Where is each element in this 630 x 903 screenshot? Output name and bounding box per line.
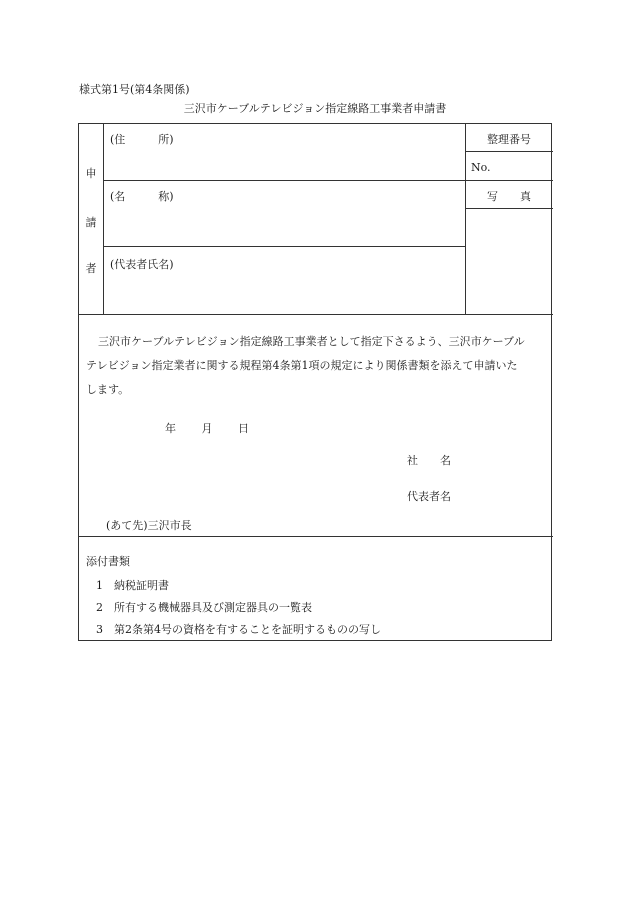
divider (103, 180, 553, 181)
attachments-title: 添付書類 (86, 555, 130, 568)
application-form (78, 123, 552, 641)
addressee: (あて先)三沢市長 (106, 519, 192, 532)
applicant-label-char: 者 (85, 262, 97, 275)
form-number: 様式第1号(第4条関係) (79, 83, 190, 96)
declaration-line: テレビジョン指定業者に関する規程第4条第1項の規定により関係書類を添えて申請いた (86, 359, 518, 372)
divider (465, 124, 466, 314)
date-line (165, 420, 271, 436)
divider (103, 124, 104, 314)
divider (79, 314, 553, 315)
attachment-number: 2 (96, 601, 103, 614)
divider (465, 151, 553, 152)
applicant-label-char: 申 (85, 167, 97, 180)
date-year-label: 年 (165, 422, 176, 435)
representative-field-label: (代表者氏名) (110, 258, 174, 271)
declaration-line: 三沢市ケーブルテレビジョン指定線路工事業者として指定下さるよう、三沢市ケーブル (98, 335, 525, 348)
attachment-number: 3 (96, 623, 103, 636)
representative-signature-label: 代表者名 (407, 490, 451, 503)
company-name-field-label: (名 称) (110, 190, 174, 203)
divider (79, 536, 553, 537)
attachment-text: 納税証明書 (114, 579, 169, 592)
address-field-label: (住 所) (110, 133, 174, 146)
declaration-text (86, 330, 546, 402)
attachment-number: 1 (96, 579, 103, 592)
applicant-label-char: 請 (85, 216, 97, 229)
attachment-item (96, 577, 169, 593)
registration-no-label: No. (471, 161, 491, 174)
attachment-item (96, 621, 381, 637)
date-month-label: 月 (201, 422, 213, 435)
company-signature-label: 社 名 (407, 454, 451, 467)
page-title: 三沢市ケーブルテレビジョン指定線路工事業者申請書 (183, 102, 447, 115)
photo-label: 写 真 (487, 190, 531, 203)
attachment-text: 第2条第4号の資格を有することを証明するものの写し (114, 623, 381, 636)
divider (465, 208, 553, 209)
registration-number-label: 整理番号 (487, 133, 531, 146)
attachment-item (96, 599, 312, 615)
divider (103, 246, 465, 247)
date-day-label: 日 (238, 422, 249, 435)
declaration-line: します。 (86, 383, 130, 396)
attachment-text: 所有する機械器具及び測定器具の一覧表 (114, 601, 312, 614)
